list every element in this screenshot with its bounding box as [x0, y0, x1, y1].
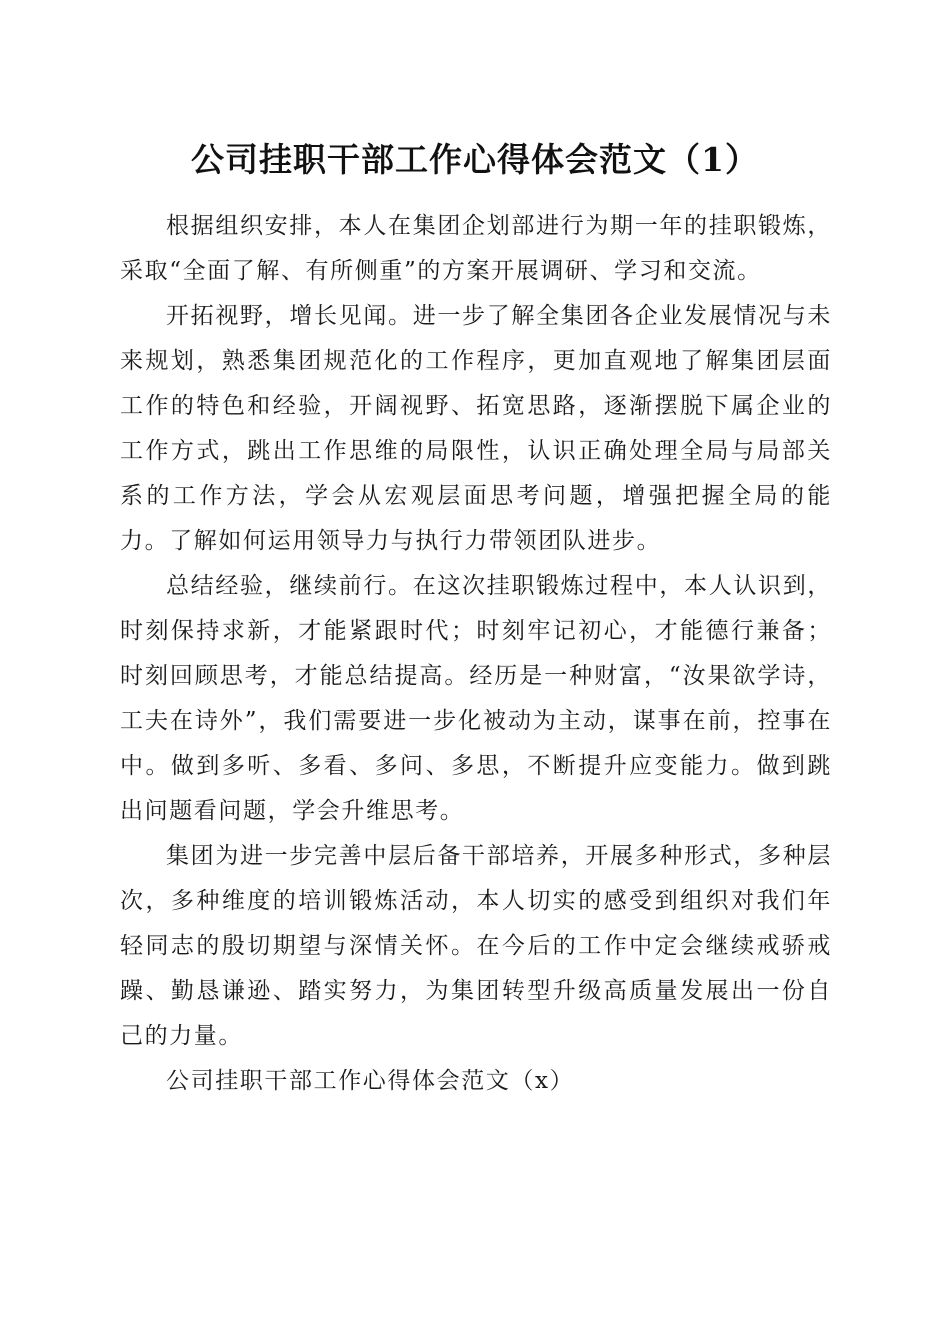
- paragraph-3: 总结经验，继续前行。在这次挂职锻炼过程中，本人认识到，时刻保持求新，才能紧跟时代；时刻牢记初心，才能德行兼备；时刻回顾思考，才能总结提高。经历是一种财富，“汝果欲学诗，工夫在诗外”，我们需要进一步化被动为主动，谋事在前，控事在中。做到多听、多看、多问、多思，不断提升应变能力。做到跳出问题看问题，学会升维思考。: [120, 573, 832, 824]
- paragraph-2: 开拓视野，增长见闻。进一步了解全集团各企业发展情况与未来规划，熟悉集团规范化的工作程序，更加直观地了解集团层面工作的特色和经验，开阔视野、拓宽思路，逐渐摆脱下属企业的工作方式，跳出工作思维的局限性，认识正确处理全局与局部关系的工作方法，学会从宏观层面思考问题，增强把握全局的能力。了解如何运用领导力与执行力带领团队进步。: [120, 303, 832, 554]
- document-body: [120, 204, 832, 1104]
- document-title: 公司挂职干部工作心得体会范文（1）: [191, 140, 759, 179]
- paragraph-4: 集团为进一步完善中层后备干部培养，开展多种形式，多种层次，多种维度的培训锻炼活动，本人切实的感受到组织对我们年轻同志的殷切期望与深情关怀。在今后的工作中定会继续戒骄戒躁、勤恳谦逊、踏实努力，为集团转型升级高质量发展出一份自己的力量。: [120, 843, 832, 1049]
- paragraph-1: 根据组织安排，本人在集团企划部进行为期一年的挂职锻炼，采取“全面了解、有所侧重”的方案开展调研、学习和交流。: [120, 213, 832, 284]
- paragraph-5: 公司挂职干部工作心得体会范文（x）: [166, 1068, 575, 1094]
